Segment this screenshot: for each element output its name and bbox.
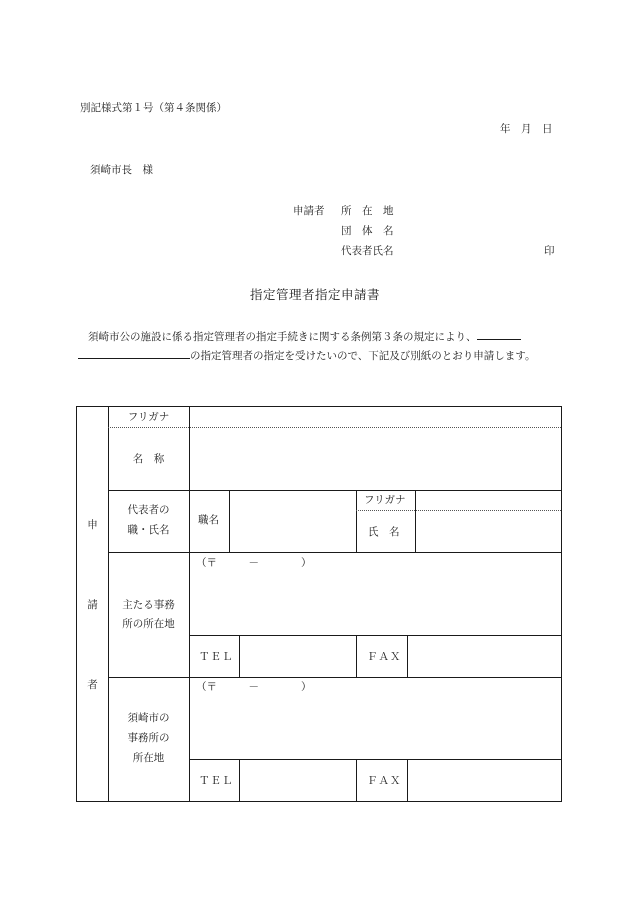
group-name-label: 団 体 名 bbox=[341, 225, 394, 237]
tel-input-1[interactable] bbox=[240, 636, 355, 676]
position-input[interactable] bbox=[230, 491, 355, 551]
fax-input-1[interactable] bbox=[408, 636, 560, 676]
tel-label-2: ＴＥＬ bbox=[199, 775, 234, 787]
rep-title-line-2: 職・氏名 bbox=[127, 524, 170, 536]
body-line-2 bbox=[78, 347, 535, 363]
facility-blank-2[interactable] bbox=[78, 347, 190, 359]
application-form-table bbox=[76, 406, 562, 802]
main-office-line-2: 所の所在地 bbox=[122, 618, 175, 630]
city-office-line-3: 所在地 bbox=[132, 752, 165, 764]
position-label: 職名 bbox=[198, 514, 219, 526]
city-office-line-2: 事務所の bbox=[127, 732, 170, 744]
rep-name-input[interactable] bbox=[416, 512, 560, 551]
tel-input-2[interactable] bbox=[240, 760, 355, 800]
tel-label-1: ＴＥＬ bbox=[199, 651, 234, 663]
rep-furigana-input[interactable] bbox=[416, 491, 560, 510]
address-label: 所 在 地 bbox=[341, 205, 394, 217]
fax-label-2: ＦＡＸ bbox=[367, 775, 402, 787]
document-title: 指定管理者指定申請書 bbox=[249, 287, 380, 302]
representative-name-label: 代表者氏名 bbox=[341, 245, 394, 257]
city-office-address-input[interactable] bbox=[190, 696, 560, 758]
fax-input-2[interactable] bbox=[408, 760, 560, 800]
postal-code-2: （〒 － ） bbox=[196, 681, 312, 693]
fax-label-1: ＦＡＸ bbox=[367, 651, 402, 663]
body-line-2-text: の指定管理者の指定を受けたいので、下記及び別紙のとおり申請します。 bbox=[190, 350, 536, 362]
facility-blank-1[interactable] bbox=[477, 328, 521, 340]
city-office-line-1: 須崎市の bbox=[127, 712, 170, 724]
rep-title-line-1: 代表者の bbox=[127, 504, 170, 516]
name-label: 名 称 bbox=[132, 453, 165, 465]
side-label-1: 申 bbox=[87, 519, 98, 531]
applicant-label: 申請者 bbox=[293, 205, 325, 217]
main-office-line-1: 主たる事務 bbox=[122, 599, 175, 611]
body-line-1-text: 須崎市公の施設に係る指定管理者の指定手続きに関する条例第３条の規定により、 bbox=[88, 331, 477, 343]
name-input[interactable] bbox=[190, 429, 560, 489]
main-office-address-input[interactable] bbox=[190, 572, 560, 634]
addressee: 須崎市長 様 bbox=[90, 164, 153, 176]
seal-mark: 印 bbox=[544, 245, 555, 257]
side-label-2: 請 bbox=[87, 599, 98, 611]
furigana-label: フリガナ bbox=[127, 411, 170, 423]
furigana-label-2: フリガナ bbox=[364, 494, 406, 506]
date-line: 年 月 日 bbox=[500, 123, 553, 135]
furigana-input[interactable] bbox=[190, 408, 560, 427]
form-number: 別記様式第１号（第４条関係） bbox=[80, 102, 227, 114]
person-name-label: 氏 名 bbox=[368, 526, 400, 538]
body-line-1 bbox=[88, 328, 521, 344]
side-label-3: 者 bbox=[87, 679, 98, 691]
postal-code-1: （〒 － ） bbox=[196, 557, 312, 569]
